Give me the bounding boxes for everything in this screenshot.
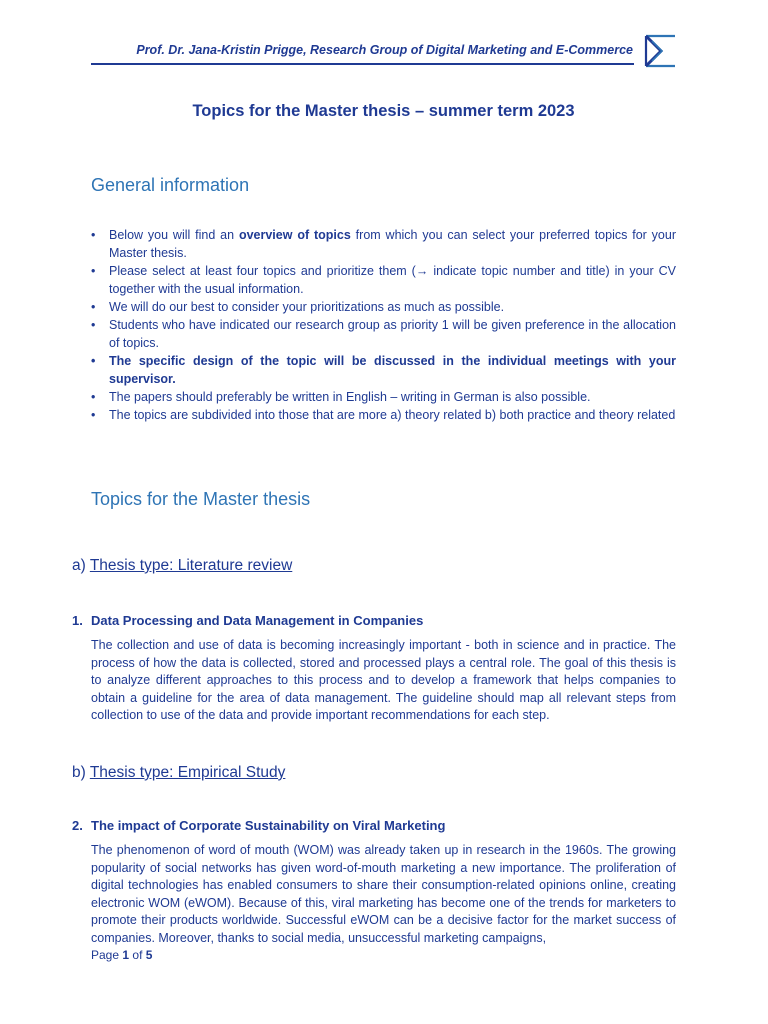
header-rule	[91, 63, 634, 65]
list-item: • Below you will find an overview of topics from which you can select your preferred topics for your Master thesis.	[91, 228, 676, 260]
topic-1-description: The collection and use of data is becoming increasingly important - both in science and in practice. The process of how the data is collected, stored and processed plays a central role. The goal of this thesis is to analyze different approaches to this process and to develop a framework that helps companies to obtain a guideline for the area of data management. The guideline should map all relevant steps from collection to use of the data and provide important recommendations for each step.	[91, 638, 676, 723]
list-item: • The specific design of the topic will be discussed in the individual meetings with your supervisor.	[91, 354, 676, 386]
page-number: Page 1 of 5	[91, 948, 153, 962]
general-information-list	[91, 226, 676, 424]
list-item: • We will do our best to consider your prioritizations as much as possible.	[91, 300, 505, 314]
list-item: • Please select at least four topics and prioritize them (→ indicate topic number and title) in your CV together with the usual information.	[91, 264, 676, 296]
section-a-heading: a) Thesis type: Literature review	[72, 557, 293, 574]
list-item: • The papers should preferably be written in English – writing in German is also possible.	[91, 390, 591, 404]
document-title: Topics for the Master thesis – summer term 2023	[192, 102, 575, 120]
topic-2-description: The phenomenon of word of mouth (WOM) was already taken up in research in the 1960s. The growing popularity of social networks has given word-of-mouth marketing a new importance. The proliferation of digital technologies has enabled consumers to share their consumption-related opinions online, creating electronic WOM (eWOM). Because of this, viral marketing has become one of the trends for marketers to promote their products worldwide. Successful eWOM can be a decisive factor for the market success of companies. Moreover, thanks to social media, unsuccessful marketing campaigns,	[91, 843, 676, 945]
header-text: Prof. Dr. Jana-Kristin Prigge, Research Group of Digital Marketing and E-Commerce	[136, 43, 633, 57]
section-b-heading: b) Thesis type: Empirical Study	[72, 764, 286, 781]
topics-heading: Topics for the Master thesis	[91, 489, 311, 509]
list-item: • The topics are subdivided into those that are more a) theory related b) both practice and theory related	[91, 408, 676, 422]
topic-1-title: 1. Data Processing and Data Management in Companies	[72, 613, 424, 628]
topic-2-title: 2. The impact of Corporate Sustainability on Viral Marketing	[72, 818, 446, 833]
sigma-logo-icon	[643, 34, 677, 68]
general-information-heading: General information	[91, 175, 250, 195]
list-item: • Students who have indicated our research group as priority 1 will be given preference in the allocation of topics.	[91, 318, 676, 350]
